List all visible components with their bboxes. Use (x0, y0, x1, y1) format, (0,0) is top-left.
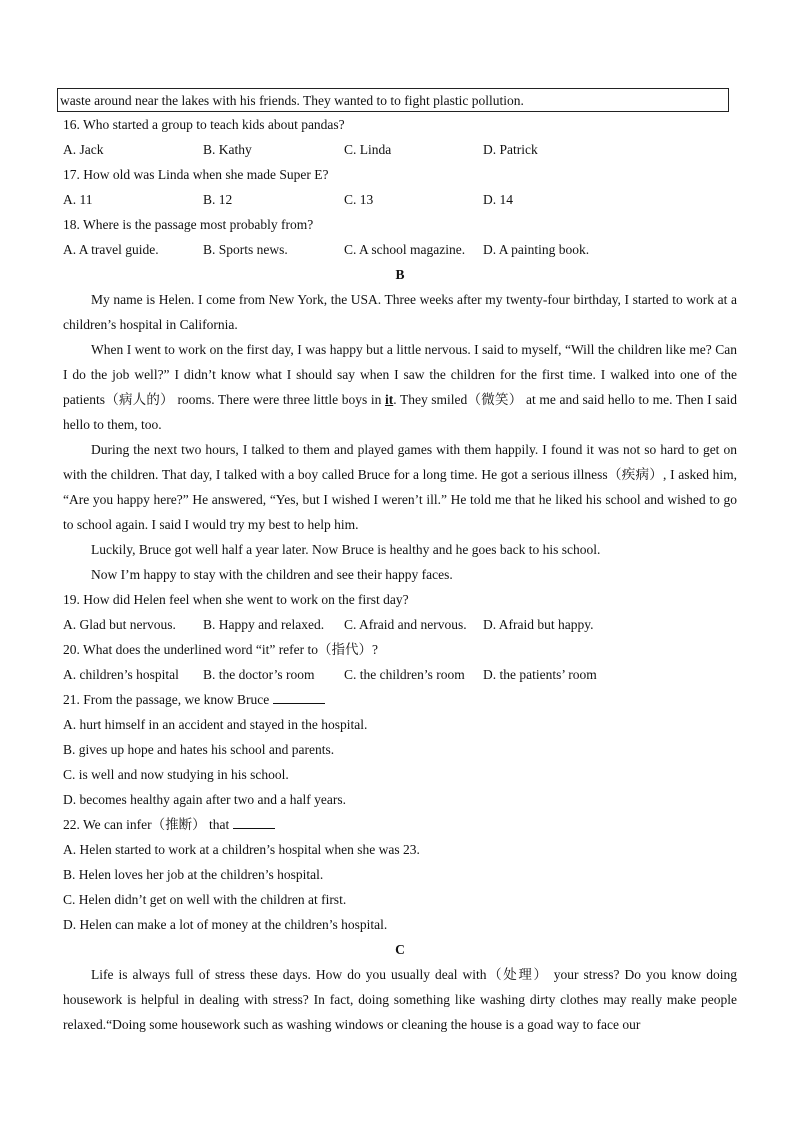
question-21-text: 21. From the passage, we know Bruce (63, 692, 270, 707)
question-21-option-d: D. becomes healthy again after two and a half years. (63, 792, 347, 807)
question-22-option-b: B. Helen loves her job at the children’s hospital. (63, 867, 324, 882)
question-22-option-a: A. Helen started to work at a children’s hospital when she was 23. (63, 842, 420, 857)
answer-blank (273, 689, 325, 704)
question-21-stem (63, 687, 737, 712)
option-b: B. Kathy (203, 142, 252, 157)
option-a: A. Glad but nervous. (63, 617, 176, 632)
section-c-heading: C (395, 942, 405, 957)
question-22-stem (63, 812, 737, 837)
question-17-options (63, 187, 737, 212)
question-19-stem: 19. How did Helen feel when she went to work on the first day? (63, 592, 409, 607)
worksheet-page (60, 88, 737, 1037)
passage-c-paragraph-1: Life is always full of stress these days. How do you usually deal with（处理） your stress? Do you know doing housework is helpful in dealing with stress? In fact, doing something like washing dirty clothes may really make people relaxed.“Doing some housework such as washing windows or cleaning the house is a goad way to face our (63, 967, 737, 1032)
passage-b-paragraph-2 (63, 337, 737, 437)
option-a: A. children’s hospital (63, 667, 179, 682)
question-16-options (63, 137, 737, 162)
option-b: B. Sports news. (203, 242, 288, 257)
passage-b-paragraph-3: During the next two hours, I talked to them and played games with them happily. I found it was not so hard to get on with the children. That day, I talked with a boy called Bruce for a long time. He got a serious illness（疾病）, I asked him, “Are you happy here?” He answered, “Yes, but I wished I weren’t ill.” He told me that he liked his school and wished to go to school again. I said I would try my best to help him. (63, 442, 737, 532)
question-18-stem: 18. Where is the passage most probably from? (63, 217, 314, 232)
option-b: B. the doctor’s room (203, 667, 315, 682)
option-d: D. the patients’ room (483, 667, 597, 682)
passage-c (63, 962, 737, 1037)
option-b: B. Happy and relaxed. (203, 617, 325, 632)
option-d: D. 14 (483, 192, 513, 207)
question-21-option-b: B. gives up hope and hates his school and parents. (63, 742, 335, 757)
paragraph-2-text-end: . They smiled（微笑） at me and said hello to me. Then I said hello to them, too. (63, 392, 737, 432)
option-c: C. 13 (344, 192, 374, 207)
option-b: B. 12 (203, 192, 233, 207)
option-d: D. A painting book. (483, 242, 590, 257)
question-17-stem: 17. How old was Linda when she made Super E? (63, 167, 329, 182)
passage-b-paragraph-1: My name is Helen. I come from New York, the USA. Three weeks after my twenty-four birthday, I started to work at a children’s hospital in California. (63, 292, 737, 332)
passage-b-paragraph-4: Luckily, Bruce got well half a year later. Now Bruce is healthy and he goes back to his school. (91, 542, 601, 557)
option-d: D. Afraid but happy. (483, 617, 594, 632)
question-20-options (63, 662, 737, 687)
passage-b-paragraph-5: Now I’m happy to stay with the children and see their happy faces. (91, 567, 453, 582)
paragraph-2-text-start: When I went to work on the first day, I was happy but a little nervous. I said to myself, “Will the children like me? Can I do the job well?” I didn’t know what I should say when I saw the children for the first time. I walked into one of the patients（病人的） rooms. There were three little boys in (63, 342, 737, 407)
question-21-option-c: C. is well and now studying in his school. (63, 767, 289, 782)
question-22-text: 22. We can infer（推断） that (63, 817, 230, 832)
question-18-options (63, 237, 737, 262)
option-a: A. 11 (63, 192, 93, 207)
option-a: A. A travel guide. (63, 242, 159, 257)
underlined-word-it: it (384, 392, 394, 407)
option-c: C. the children’s room (344, 667, 465, 682)
question-22-option-c: C. Helen didn’t get on well with the children at first. (63, 892, 347, 907)
question-20-stem: 20. What does the underlined word “it” refer to（指代）? (63, 642, 379, 657)
option-c: C. Linda (344, 142, 392, 157)
answer-blank (233, 814, 275, 829)
option-d: D. Patrick (483, 142, 538, 157)
option-c: C. Afraid and nervous. (344, 617, 467, 632)
passage-b (63, 287, 737, 587)
option-a: A. Jack (63, 142, 104, 157)
section-b-heading: B (395, 267, 405, 282)
question-16-stem: 16. Who started a group to teach kids about pandas? (63, 117, 345, 132)
question-21-option-a: A. hurt himself in an accident and stayed in the hospital. (63, 717, 368, 732)
boxed-text-line: waste around near the lakes with his friends. They wanted to to fight plastic pollution. (57, 88, 729, 112)
question-19-options (63, 612, 737, 637)
option-c: C. A school magazine. (344, 242, 466, 257)
question-22-option-d: D. Helen can make a lot of money at the children’s hospital. (63, 917, 388, 932)
